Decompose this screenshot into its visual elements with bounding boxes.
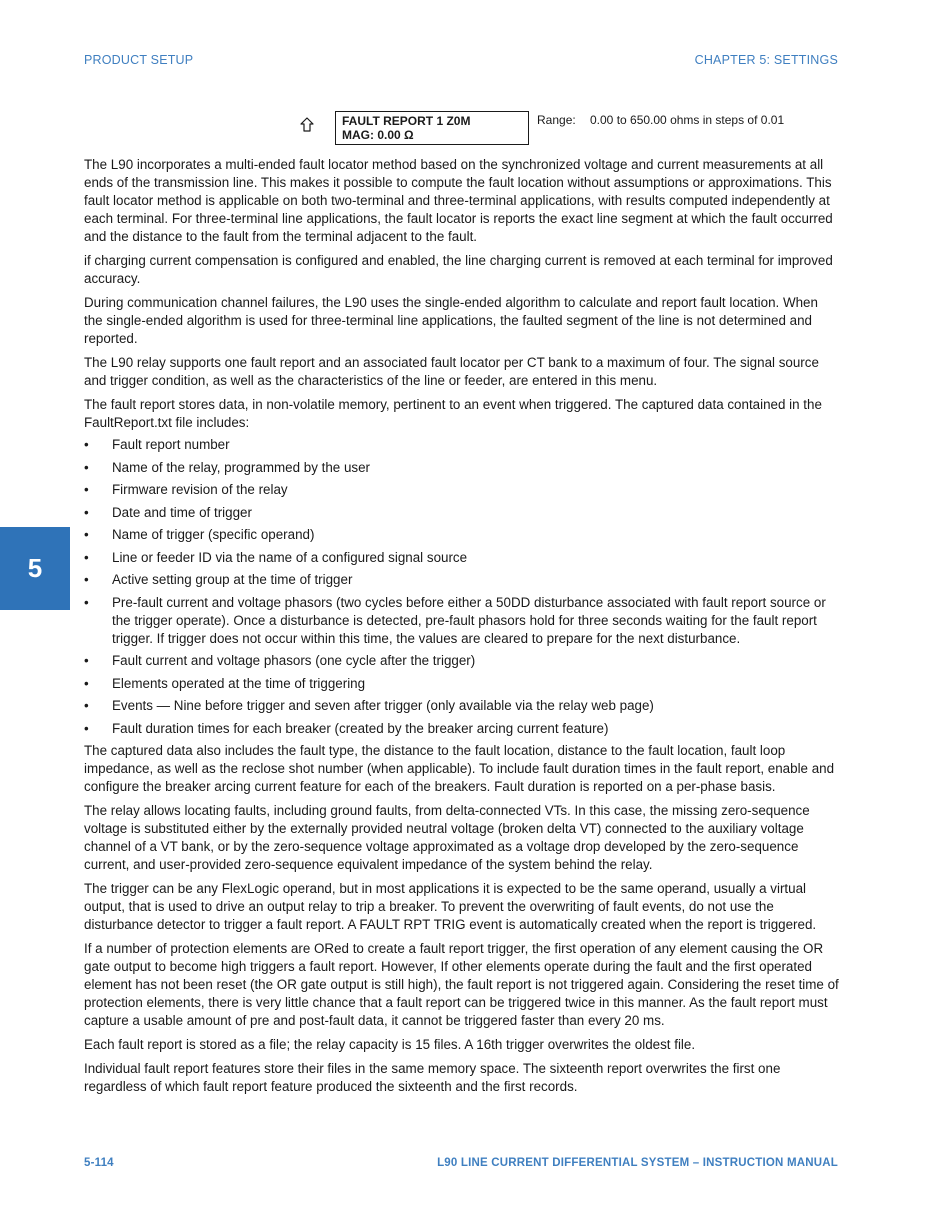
list-item-text: Line or feeder ID via the name of a configured signal source bbox=[112, 549, 468, 565]
list-item-text: Name of the relay, programmed by the user bbox=[112, 459, 371, 475]
list-item bbox=[84, 504, 840, 522]
paragraph: Individual fault report features store their files in the same memory space. The sixteenth report overwrites the first one regardless of which fault report feature produced the sixteenth and the first records. bbox=[84, 1061, 781, 1094]
list-item bbox=[84, 652, 840, 670]
list-item bbox=[84, 549, 840, 567]
paragraph: if charging current compensation is configured and enabled, the line charging current is removed at each terminal for improved accuracy. bbox=[84, 253, 833, 286]
list-item-text: Elements operated at the time of triggering bbox=[112, 675, 366, 691]
list-item-text: Firmware revision of the relay bbox=[112, 482, 288, 497]
list-item bbox=[84, 571, 840, 589]
bullet-icon: • bbox=[84, 675, 89, 691]
running-header-chapter: CHAPTER 5: SETTINGS bbox=[694, 53, 838, 67]
list-item bbox=[84, 594, 840, 648]
bullet-icon: • bbox=[84, 459, 89, 475]
list-item-text: Date and time of trigger bbox=[112, 504, 252, 520]
range-label: Range: bbox=[537, 113, 576, 127]
bullet-icon: • bbox=[84, 653, 89, 668]
list-item-text: Pre-fault current and voltage phasors (two cycles before either a 50DD disturbance associated with fault report source or the trigger operate). Once a disturbance is detected, pre-fault phasors hold for three seconds waiting for the fault report trigger. If trigger does not occur within this time, the values are cleared to prepare for the next disturbance. bbox=[112, 594, 826, 646]
setting-display-line1: FAULT REPORT 1 Z0M bbox=[342, 114, 471, 128]
list-item bbox=[84, 720, 840, 738]
range-value: 0.00 to 650.00 ohms in steps of 0.01 bbox=[590, 113, 785, 127]
paragraph: The trigger can be any FlexLogic operand, but in most applications it is expected to be the same operand, usually a virtual output, that is used to drive an output relay to trip a breaker. To prevent the overwriting of fault events, do not use the disturbance detector to trigger a fault report. A FAULT RPT TRIG event is automatically created when the report is triggered. bbox=[84, 881, 817, 932]
bullet-icon: • bbox=[84, 437, 89, 452]
list-item bbox=[84, 459, 840, 477]
list-item-text: Fault report number bbox=[112, 437, 230, 452]
list-item-text: Active setting group at the time of trigger bbox=[112, 572, 353, 587]
bullet-icon: • bbox=[84, 698, 89, 713]
bullet-icon: • bbox=[84, 504, 89, 520]
bullet-icon: • bbox=[84, 572, 89, 587]
paragraph: If a number of protection elements are ORed to create a fault report trigger, the first operation of any element causing the OR gate output to become high triggers a fault report. However, If other elements operate during the fault and the first operated element has not been reset (the OR gate output is still high), the fault report is not triggered again. Considering the reset time of protection elements, there is very little chance that a fault report can be triggered twice in this manner. As the fault report must capture a usable amount of pre and post-fault data, it cannot be triggered faster than every 20 ms. bbox=[84, 941, 839, 1028]
list-item bbox=[84, 697, 840, 715]
paragraph: The L90 relay supports one fault report and an associated fault locator per CT bank to a maximum of four. The signal source and trigger condition, as well as the characteristics of the line or feeder, are entered in this menu. bbox=[84, 355, 819, 388]
fault-report-contents-list bbox=[84, 436, 840, 738]
up-arrow-icon bbox=[300, 117, 314, 133]
bullet-icon: • bbox=[84, 527, 89, 542]
list-item bbox=[84, 481, 840, 499]
setting-display-line2: MAG: 0.00 Ω bbox=[342, 128, 414, 142]
bullet-icon: • bbox=[84, 720, 89, 736]
list-item-text: Fault current and voltage phasors (one cycle after the trigger) bbox=[112, 653, 476, 668]
chapter-tab: 5 bbox=[0, 527, 70, 610]
list-item-text: Name of trigger (specific operand) bbox=[112, 527, 315, 542]
paragraph: The L90 incorporates a multi-ended fault locator method based on the synchronized voltage and current measurements at all ends of the transmission line. This makes it possible to compute the fault location without assumptions or approximations. This fault locator method is applicable on both two-terminal and three-terminal applications, with results computed independently at each terminal. For three-terminal line applications, the fault locator is reports the exact line segment at which the fault occurred and the distance to the fault from the terminal adjacent to the fault. bbox=[84, 157, 833, 244]
paragraph: During communication channel failures, the L90 uses the single-ended algorithm to calculate and report fault location. When the single-ended algorithm is used for three-terminal line applications, the faulted segment of the line is not determined and reported. bbox=[84, 295, 818, 346]
list-item-text: Fault duration times for each breaker (created by the breaker arcing current feature) bbox=[112, 720, 609, 736]
list-item bbox=[84, 436, 840, 454]
setting-display-box bbox=[335, 111, 529, 145]
paragraph: The fault report stores data, in non-volatile memory, pertinent to an event when triggered. The captured data contained in the FaultReport.txt file includes: bbox=[84, 397, 822, 430]
paragraph: Each fault report is stored as a file; the relay capacity is 15 files. A 16th trigger overwrites the oldest file. bbox=[84, 1037, 696, 1052]
page-number: 5-114 bbox=[84, 1157, 114, 1169]
bullet-icon: • bbox=[84, 594, 89, 610]
manual-title: L90 LINE CURRENT DIFFERENTIAL SYSTEM – INSTRUCTION MANUAL bbox=[437, 1157, 838, 1169]
list-item bbox=[84, 526, 840, 544]
bullet-icon: • bbox=[84, 482, 89, 497]
paragraph: The captured data also includes the fault type, the distance to the fault location, distance to the fault location, fault loop impedance, as well as the reclose shot number (when applicable). To include fault duration times in the fault report, enable and configure the breaker arcing current feature for each of the breakers. Fault duration is reported on a per-phase basis. bbox=[84, 743, 835, 794]
running-header-section: PRODUCT SETUP bbox=[84, 53, 194, 67]
paragraph: The relay allows locating faults, including ground faults, from delta-connected VTs. In this case, the missing zero-sequence voltage is substituted either by the externally provided neutral voltage (broken delta VT) connected to the auxiliary voltage channel of a VT bank, or by the zero-sequence voltage approximated as a voltage drop developed by the zero-sequence current, and user-provided zero-sequence equivalent impedance of the system behind the relay. bbox=[84, 803, 810, 872]
list-item bbox=[84, 675, 840, 693]
list-item-text: Events — Nine before trigger and seven after trigger (only available via the relay web page) bbox=[112, 698, 654, 713]
body-content bbox=[84, 156, 840, 1102]
bullet-icon: • bbox=[84, 549, 89, 565]
